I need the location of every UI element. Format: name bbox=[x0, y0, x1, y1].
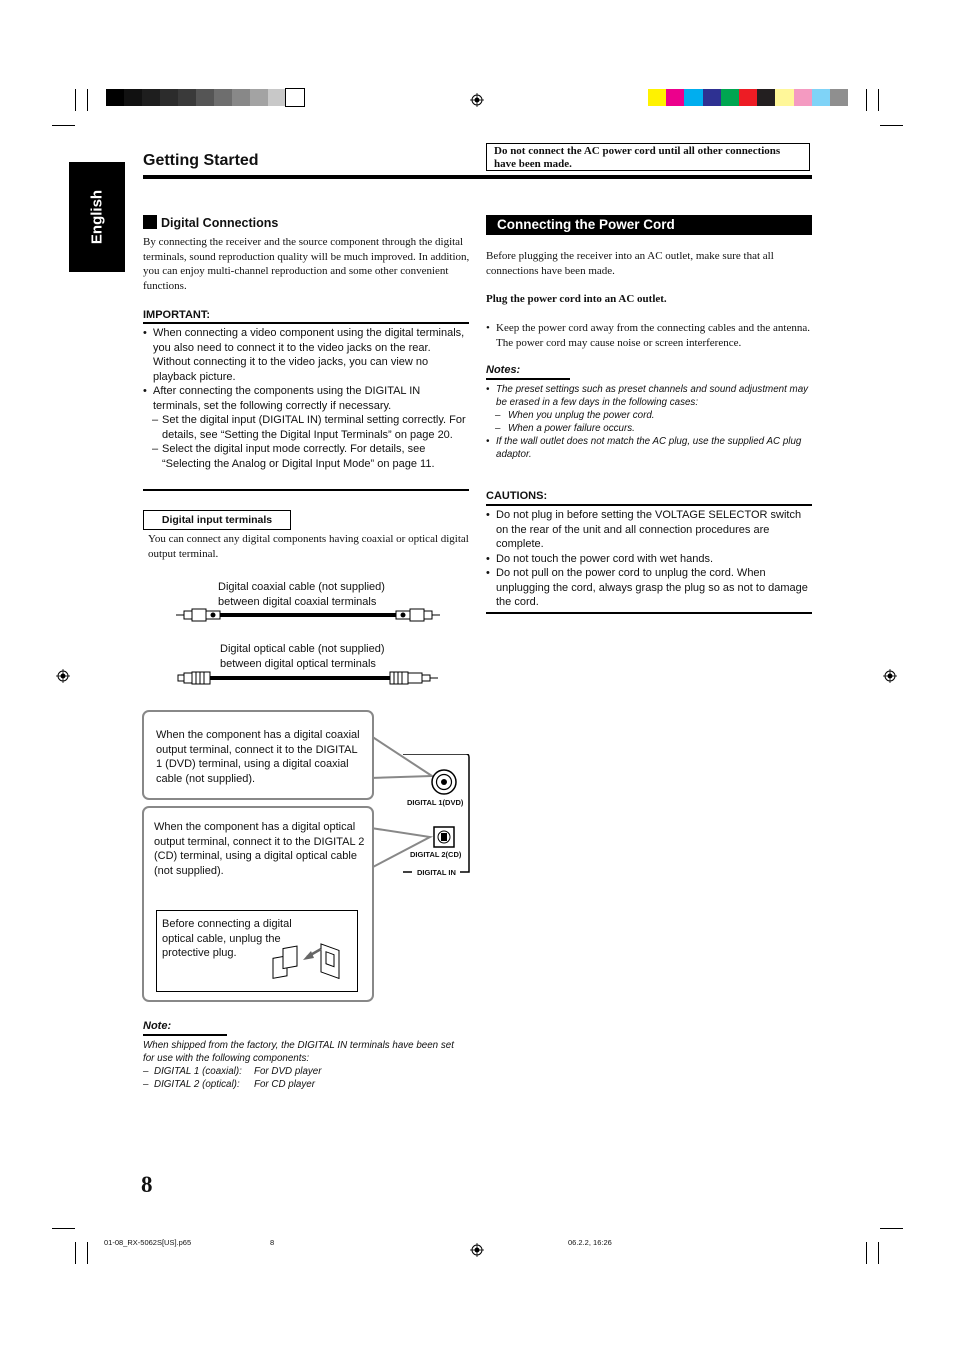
color-swatch bbox=[794, 89, 812, 106]
language-tab: English bbox=[69, 162, 125, 272]
important-end-rule bbox=[143, 489, 469, 491]
important-rule bbox=[143, 322, 469, 324]
coax-cable-label-1: Digital coaxial cable (not supplied) bbox=[218, 581, 385, 593]
note-text: When shipped from the factory, the DIGITAL IN terminals have been set for use with the following components: – DIGITAL 1 (coaxial): For DVD player – DIGITAL 2 (optical): For CD player bbox=[143, 1040, 454, 1090]
list-item: • Do not touch the power cord with wet hands. bbox=[486, 552, 812, 567]
notes-list bbox=[486, 383, 812, 461]
color-swatch bbox=[739, 89, 757, 106]
protective-plug-box: Before connecting a digital optical cable, unplug the protective plug. bbox=[156, 910, 358, 992]
note-label: Note: bbox=[143, 1020, 172, 1032]
list-subitem: – When you unplug the power cord. bbox=[486, 409, 812, 422]
footer-page: 8 bbox=[270, 1238, 275, 1247]
digital-connections-heading: Digital Connections bbox=[143, 215, 278, 230]
optical-cable-label-1: Digital optical cable (not supplied) bbox=[220, 643, 385, 655]
list-item: • When connecting a video component using the digital terminals, you also need to connect it to the video jacks on the rear. Without connecting it to the video jacks, you can view no playback picture. bbox=[143, 326, 469, 384]
digital-in-panel bbox=[400, 754, 472, 878]
color-swatch bbox=[721, 89, 739, 106]
list-subitem: – When a power failure occurs. bbox=[486, 422, 812, 435]
list-item: • After connecting the components using the DIGITAL IN terminals, set the following correctly if necessary. – Set the digital input (DIGITAL IN) terminal setting correctly. For details, see “Setting the Digital Input Terminals” on page 20. – Select the digital input mode correctly. For details, see “Selecting the Analog or Digital Input Mode” on page 11. bbox=[143, 384, 469, 471]
optical-callout: When the component has a digital optical output terminal, connect it to the DIGITAL 2 (CD) terminal, using a digital optical cable (not supplied). Before connecting a digital optical cable, unplug the protective plug. bbox=[142, 806, 374, 1002]
color-swatch bbox=[648, 89, 666, 106]
warning-box: Do not connect the AC power cord until all other connections have been made. bbox=[486, 143, 810, 171]
digital-input-intro: You can connect any digital components having coaxial or optical digital output terminal. bbox=[148, 533, 469, 560]
coax-callout: When the component has a digital coaxial output terminal, connect it to the DIGITAL 1 (DVD) terminal, using a digital coaxial cable (not supplied). bbox=[142, 710, 374, 800]
color-swatch bbox=[178, 89, 196, 106]
protective-plug-icon bbox=[269, 921, 355, 985]
notes-rule bbox=[486, 378, 570, 380]
digital-input-terminals-heading: Digital input terminals bbox=[143, 510, 291, 530]
optical-cable-icon bbox=[176, 670, 440, 686]
registration-mark-icon bbox=[56, 669, 70, 683]
color-swatch bbox=[214, 89, 232, 106]
color-swatch bbox=[775, 89, 793, 106]
coaxial-cable-icon bbox=[176, 607, 440, 623]
registration-mark-icon bbox=[883, 669, 897, 683]
footer-date: 06.2.2, 16:26 bbox=[568, 1238, 612, 1247]
color-swatch bbox=[812, 89, 830, 106]
optical-cable-label-2: between digital optical terminals bbox=[220, 658, 376, 670]
power-keep-list bbox=[486, 321, 812, 350]
color-swatch bbox=[703, 89, 721, 106]
cautions-label: CAUTIONS: bbox=[486, 490, 548, 502]
color-swatch bbox=[830, 89, 848, 106]
list-item: • If the wall outlet does not match the AC plug, use the supplied AC plug adaptor. bbox=[486, 435, 812, 461]
color-swatch bbox=[684, 89, 702, 106]
registration-mark-icon bbox=[470, 1243, 484, 1257]
color-swatch bbox=[106, 89, 124, 106]
notes-label: Notes: bbox=[486, 364, 521, 376]
section-title: Getting Started bbox=[143, 152, 259, 169]
color-swatch bbox=[196, 89, 214, 106]
list-item: • The preset settings such as preset channels and sound adjustment may be erased in a few days in the following cases: – When you unplug the power cord. – When a power failure occurs. bbox=[486, 383, 812, 435]
digital-in-label: DIGITAL IN bbox=[417, 868, 456, 877]
color-swatch bbox=[268, 89, 286, 106]
registration-mark-icon bbox=[470, 93, 484, 107]
square-bullet-icon bbox=[143, 215, 157, 229]
footer-file: 01-08_RX-5062S[US].p65 bbox=[104, 1238, 192, 1247]
power-intro: Before plugging the receiver into an AC outlet, make sure that all connections have been made. bbox=[486, 250, 774, 277]
important-label: IMPORTANT: bbox=[143, 309, 211, 321]
color-swatch bbox=[666, 89, 684, 106]
digital-1-label: DIGITAL 1(DVD) bbox=[407, 798, 464, 807]
color-swatch bbox=[160, 89, 178, 106]
digital-2-label: DIGITAL 2(CD) bbox=[410, 850, 462, 859]
page-number: 8 bbox=[141, 1172, 153, 1197]
color-swatch bbox=[250, 89, 268, 106]
coax-cable-label-2: between digital coaxial terminals bbox=[218, 596, 377, 608]
color-swatch bbox=[286, 89, 304, 106]
header-rule bbox=[143, 175, 812, 179]
cautions-list bbox=[486, 508, 812, 610]
important-list bbox=[143, 326, 469, 471]
list-item: • Keep the power cord away from the connecting cables and the antenna. The power cord may cause noise or screen interference. bbox=[486, 321, 812, 350]
digital-intro: By connecting the receiver and the source component through the digital terminals, sound reproduction quality will be much improved. In addition, you can enjoy multi-channel reproduction and some other convenient functions. bbox=[143, 236, 470, 292]
list-subitem: – Select the digital input mode correctly. For details, see “Selecting the Analog or Digital Input Mode” on page 11. bbox=[143, 442, 469, 471]
cautions-end-rule bbox=[486, 612, 812, 614]
color-swatch bbox=[757, 89, 775, 106]
cautions-rule bbox=[486, 504, 812, 506]
power-plug-instruction: Plug the power cord into an AC outlet. bbox=[486, 293, 667, 305]
power-cord-heading: Connecting the Power Cord bbox=[486, 215, 812, 235]
list-item: • Do not plug in before setting the VOLTAGE SELECTOR switch on the rear of the unit and all connection procedures are complete. bbox=[486, 508, 812, 552]
color-swatch bbox=[232, 89, 250, 106]
note-rule bbox=[143, 1034, 227, 1036]
list-subitem: – Set the digital input (DIGITAL IN) terminal setting correctly. For details, see “Setting the Digital Input Terminals” on page 20. bbox=[143, 413, 469, 442]
color-swatch bbox=[124, 89, 142, 106]
color-swatch bbox=[142, 89, 160, 106]
list-item: • Do not pull on the power cord to unplug the cord. When unplugging the cord, always grasp the plug so as not to damage the cord. bbox=[486, 566, 812, 610]
